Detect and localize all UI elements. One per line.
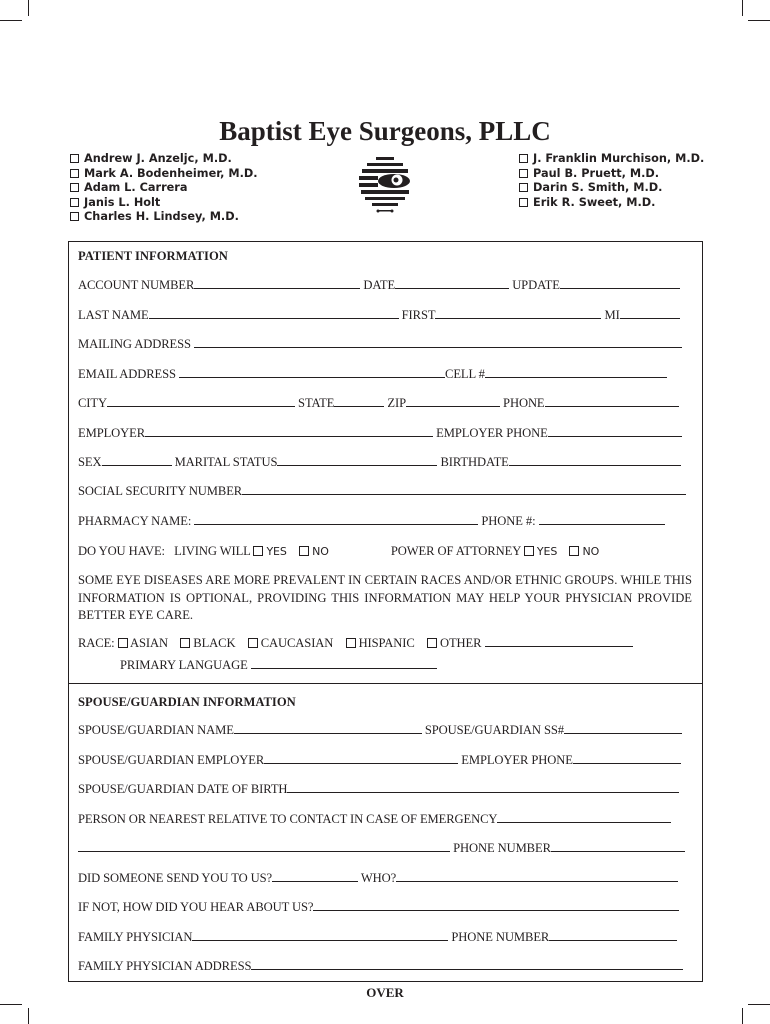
row-emergency-phone: PHONE NUMBER [78,841,692,856]
employer-field[interactable] [145,435,433,437]
checkbox[interactable] [70,212,79,221]
doctor-item: Mark A. Bodenheimer, M.D. [70,167,258,182]
mi-field[interactable] [620,317,680,319]
doctor-item: Janis L. Holt [70,196,258,211]
doctor-item: Erik R. Sweet, M.D. [519,196,704,211]
phone-field[interactable] [545,405,679,407]
cell-field[interactable] [485,376,667,378]
spouse-employer-field[interactable] [264,762,458,764]
account-number-field[interactable] [194,287,360,289]
state-field[interactable] [334,405,384,407]
ssn-field[interactable] [242,493,686,495]
race-caucasian-checkbox[interactable] [248,638,258,648]
pharmacy-phone-field[interactable] [539,523,665,525]
doctor-item: J. Franklin Murchison, M.D. [519,152,704,167]
crop-mark [742,0,743,16]
birthdate-field[interactable] [509,464,681,466]
hear-about-field[interactable] [313,909,679,911]
living-will-no-checkbox[interactable] [299,546,309,556]
living-will-yes-checkbox[interactable] [253,546,263,556]
checkbox[interactable] [519,154,528,163]
row-do-you-have: DO YOU HAVE: LIVING WILL YES NO POWER OF ATTORNEY YES NO [78,544,600,558]
crop-mark [748,20,770,21]
last-name-field[interactable] [149,317,399,319]
emergency-contact-name-field[interactable] [78,850,450,852]
marital-status-field[interactable] [277,464,437,466]
email-field[interactable] [179,376,445,378]
crop-mark [748,1004,770,1005]
update-field[interactable] [560,287,680,289]
checkbox[interactable] [519,198,528,207]
page-title: Baptist Eye Surgeons, PLLC [219,116,551,146]
row-account: ACCOUNT NUMBER DATE UPDATE [78,278,692,293]
row-spouse-employer: SPOUSE/GUARDIAN EMPLOYER EMPLOYER PHONE [78,753,692,768]
referred-field[interactable] [272,880,358,882]
family-physician-phone-field[interactable] [549,939,677,941]
checkbox[interactable] [70,154,79,163]
row-name: LAST NAME FIRST MI [78,308,692,323]
crop-mark [28,1008,29,1024]
crop-mark [742,1008,743,1024]
crop-mark [0,20,22,21]
row-family-physician: FAMILY PHYSICIAN PHONE NUMBER [78,930,692,945]
row-emergency: PERSON OR NEAREST RELATIVE TO CONTACT IN CASE OF EMERGENCY [78,812,692,827]
section-title-spouse: SPOUSE/GUARDIAN INFORMATION [78,695,296,709]
row-sex: SEX MARITAL STATUS BIRTHDATE [78,455,692,470]
checkbox[interactable] [70,169,79,178]
checkbox[interactable] [519,169,528,178]
employer-phone-field[interactable] [548,435,682,437]
mailing-address-field[interactable] [194,346,682,348]
doctor-item: Paul B. Pruett, M.D. [519,167,704,182]
race-note: SOME EYE DISEASES ARE MORE PREVALENT IN CERTAIN RACES AND/OR ETHNIC GROUPS. WHILE THIS INFORMATION IS OPTIONAL, PROVIDING THIS INFORMATION MAY HELP YOUR PHYSICIAN PROVIDE BETTER EYE CARE. [78,573,692,622]
doctor-item: Adam L. Carrera [70,181,258,196]
spouse-name-field[interactable] [234,732,422,734]
row-email: EMAIL ADDRESS CELL # [78,367,692,382]
doctor-list-left [70,152,258,225]
checkbox[interactable] [70,183,79,192]
emergency-phone-field[interactable] [551,850,685,852]
race-hispanic-checkbox[interactable] [346,638,356,648]
row-employer: EMPLOYER EMPLOYER PHONE [78,426,692,441]
row-mailing: MAILING ADDRESS [78,337,692,352]
doctor-item: Charles H. Lindsey, M.D. [70,210,258,225]
row-referred: DID SOMEONE SEND YOU TO US? WHO? [78,871,692,886]
crop-mark [28,0,29,16]
row-hear-about: IF NOT, HOW DID YOU HEAR ABOUT US? [78,900,692,915]
spouse-ssn-field[interactable] [564,732,682,734]
date-field[interactable] [395,287,509,289]
eye-logo-icon [356,153,414,215]
race-asian-checkbox[interactable] [118,638,128,648]
poa-no-checkbox[interactable] [569,546,579,556]
first-name-field[interactable] [435,317,601,319]
city-field[interactable] [107,405,295,407]
pharmacy-name-field[interactable] [194,523,478,525]
doctor-list-right [519,152,704,210]
spouse-dob-field[interactable] [287,791,679,793]
row-spouse-name: SPOUSE/GUARDIAN NAME SPOUSE/GUARDIAN SS# [78,723,692,738]
primary-language-field[interactable] [251,667,437,669]
row-family-physician-address: FAMILY PHYSICIAN ADDRESS [78,959,692,974]
family-physician-address-field[interactable] [251,968,683,970]
doctor-item: Andrew J. Anzeljc, M.D. [70,152,258,167]
row-race: RACE: ASIAN BLACK CAUCASIAN HISPANIC OTHER [78,636,692,651]
section-divider [68,683,703,684]
over-label: OVER [366,985,404,1000]
race-other-checkbox[interactable] [427,638,437,648]
race-black-checkbox[interactable] [180,638,190,648]
row-spouse-dob: SPOUSE/GUARDIAN DATE OF BIRTH [78,782,692,797]
row-ssn: SOCIAL SECURITY NUMBER [78,484,692,499]
zip-field[interactable] [406,405,500,407]
row-language: PRIMARY LANGUAGE [120,658,437,673]
who-field[interactable] [396,880,678,882]
row-city: CITY STATE ZIP PHONE [78,396,692,411]
emergency-contact-field[interactable] [497,821,671,823]
checkbox[interactable] [70,198,79,207]
spouse-employer-phone-field[interactable] [573,762,681,764]
checkbox[interactable] [519,183,528,192]
row-pharmacy: PHARMACY NAME: PHONE #: [78,514,692,529]
section-title-patient: PATIENT INFORMATION [78,249,228,263]
race-other-field[interactable] [485,645,633,647]
family-physician-field[interactable] [192,939,448,941]
crop-mark [0,1004,22,1005]
poa-yes-checkbox[interactable] [524,546,534,556]
sex-field[interactable] [102,464,172,466]
doctor-item: Darin S. Smith, M.D. [519,181,704,196]
